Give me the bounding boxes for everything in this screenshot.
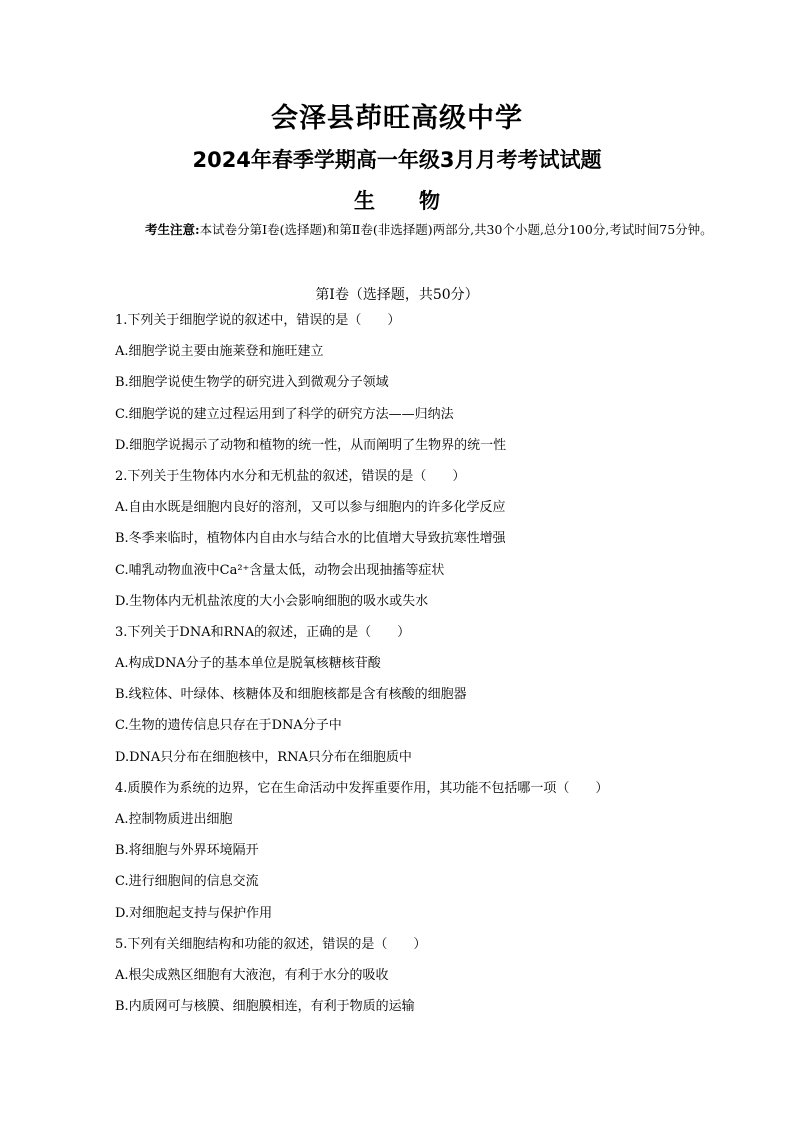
question-stem: 5.下列有关细胞结构和功能的叙述，错误的是（ ） bbox=[115, 936, 427, 952]
answer-option: B.线粒体、叶绿体、核糖体及和细胞核都是含有核酸的细胞器 bbox=[115, 687, 467, 703]
question-list bbox=[115, 305, 715, 1022]
question-stem: 2.下列关于生物体内水分和无机盐的叙述，错误的是（ ） bbox=[115, 468, 466, 484]
answer-option: D.生物体内无机盐浓度的大小会影响细胞的吸水或失水 bbox=[115, 593, 429, 609]
answer-option: D.细胞学说揭示了动物和植物的统一性，从而阐明了生物界的统一性 bbox=[115, 437, 507, 453]
school-name: 会泽县茚旺高级中学 bbox=[271, 103, 523, 134]
answer-option: A.构成DNA分子的基本单位是脱氧核糖核苷酸 bbox=[115, 656, 381, 672]
answer-option: B.冬季来临时，植物体内自由水与结合水的比值增大导致抗寒性增强 bbox=[115, 531, 506, 547]
question-stem: 1.下列关于细胞学说的叙述中，错误的是（ ） bbox=[115, 313, 401, 328]
answer-option: B.将细胞与外界环境隔开 bbox=[115, 843, 259, 859]
answer-option: B.内质网可与核膜、细胞膜相连，有利于物质的运输 bbox=[115, 999, 415, 1015]
answer-option: A.根尖成熟区细胞有大液泡，有利于水分的吸收 bbox=[115, 967, 389, 983]
subject-title: 生物 bbox=[354, 189, 484, 213]
notice-text: 本试卷分第Ⅰ卷(选择题)和第Ⅱ卷(非选择题)两部分,共30个小题,总分100分,考试时间75分钟。 bbox=[199, 222, 713, 237]
notice-lead: 考生注意: bbox=[145, 222, 200, 237]
section-title: 第Ⅰ卷（选择题，共50分） bbox=[315, 287, 479, 303]
answer-option: D.对细胞起支持与保护作用 bbox=[115, 905, 273, 921]
exam-title: 2024年春季学期高一年级3月月考考试试题 bbox=[192, 148, 602, 172]
answer-option: A.控制物质进出细胞 bbox=[115, 812, 233, 827]
answer-option: C.生物的遗传信息只存在于DNA分子中 bbox=[115, 718, 342, 734]
answer-option: D.DNA只分布在细胞核中，RNA只分布在细胞质中 bbox=[115, 749, 412, 765]
answer-option: B.细胞学说使生物学的研究进入到微观分子领域 bbox=[115, 375, 389, 391]
question-stem: 4.质膜作为系统的边界，它在生命活动中发挥重要作用，其功能不包括哪一项（ ） bbox=[115, 780, 609, 796]
question-stem: 3.下列关于DNA和RNA的叙述，正确的是（ ） bbox=[115, 624, 411, 640]
answer-option: A.细胞学说主要由施莱登和施旺建立 bbox=[115, 344, 324, 360]
answer-option: C.进行细胞间的信息交流 bbox=[115, 874, 259, 890]
answer-option: C.细胞学说的建立过程运用到了科学的研究方法——归纳法 bbox=[115, 406, 454, 422]
answer-option: C.哺乳动物血液中Ca²⁺含量太低，动物会出现抽搐等症状 bbox=[115, 562, 445, 578]
exam-notice bbox=[115, 219, 713, 241]
answer-option: A.自由水既是细胞内良好的溶剂，又可以参与细胞内的许多化学反应 bbox=[115, 500, 506, 516]
